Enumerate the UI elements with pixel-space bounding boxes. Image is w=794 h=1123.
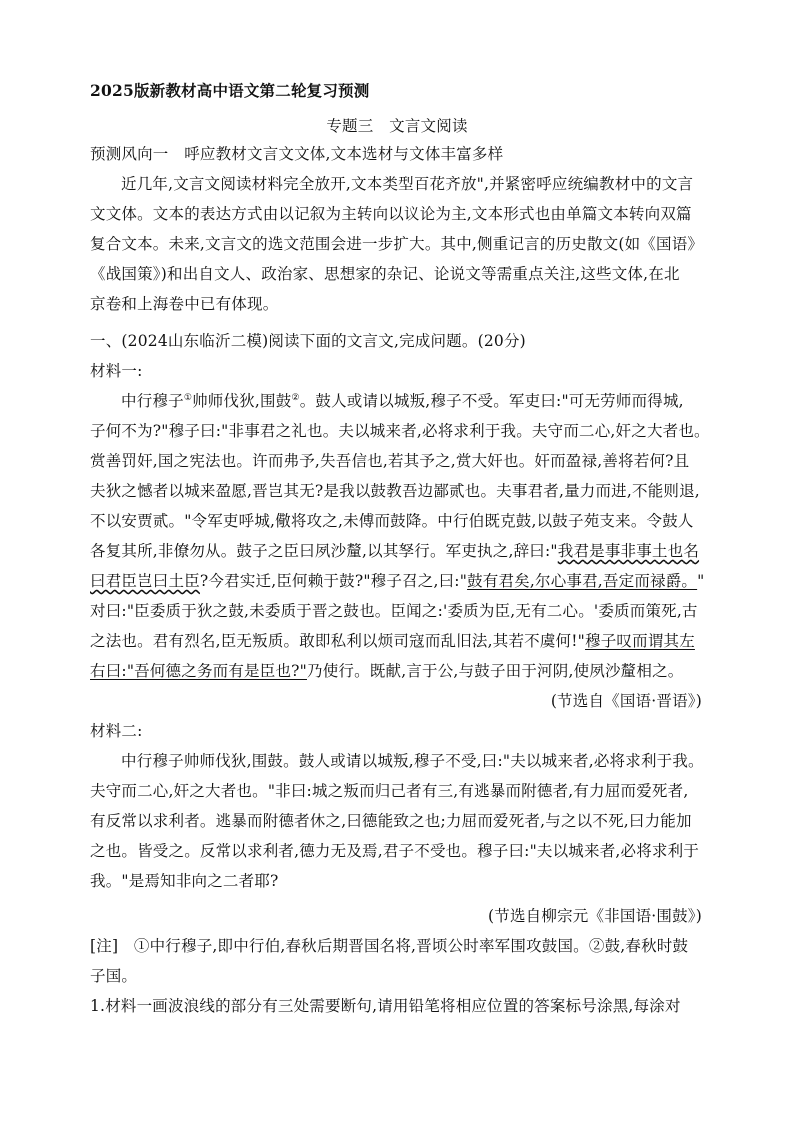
material2-source: (节选自柳宗元《非国语·围鼓》) bbox=[488, 907, 702, 925]
material2-line-3: 有反常以求利者。逃暴而附德者休之,曰德能致之也;力屈而爱死者,与之以不死,曰力能加 bbox=[90, 812, 692, 830]
material1-line-1: 中行穆子①帅师伐狄,围鼓②。鼓人或请以城叛,穆子不受。军吏曰:"可无劳师而得城, bbox=[121, 392, 684, 410]
underlined-text: 右曰:"吾何德之务而有是臣也?" bbox=[90, 662, 307, 680]
wavy-underlined-text: 曰君臣岂曰土臣 bbox=[90, 572, 200, 590]
question-1: 1.材料一画波浪线的部分有三处需要断句,请用铅笔将相应位置的答案标号涂黑,每涂对 bbox=[90, 997, 681, 1015]
series-title: 2025版新教材高中语文第二轮复习预测 bbox=[90, 81, 370, 100]
material1-label: 材料一: bbox=[90, 362, 143, 380]
material1-line-8: 对曰:"臣委质于狄之鼓,未委质于晋之鼓也。臣闻之:'委质为臣,无有二心。'委质而策死,古 bbox=[90, 602, 698, 620]
question-heading: 一、(2024山东临沂二模)阅读下面的文言文,完成问题。(20分) bbox=[90, 332, 526, 350]
material2-line-1: 中行穆子帅师伐狄,围鼓。鼓人或请以城叛,穆子不受,曰:"夫以城来者,必将求利于我。 bbox=[121, 752, 704, 770]
note-mark-1: ① bbox=[183, 392, 193, 403]
material1-line-7: 曰君臣岂曰土臣?今君实迁,臣何赖于鼓?"穆子召之,曰:"鼓有君矣,尔心事君,吾定而禄爵。" bbox=[90, 572, 705, 590]
material2-line-5: 我。"是焉知非向之二者耶? bbox=[90, 872, 279, 890]
topic-title: 专题三 文言文阅读 bbox=[326, 117, 468, 135]
material1-line-4: 夫狄之憾者以城来盈愿,晋岂其无?是我以鼓教吾边鄙贰也。夫事君者,量力而进,不能则退, bbox=[90, 482, 700, 500]
underlined-text: 穆子叹而谓其左 bbox=[585, 632, 695, 650]
intro-line-1: 近几年,文言文阅读材料完全放开,文本类型百花齐放",并紧密呼应统编教材中的文言 bbox=[121, 175, 694, 193]
note-mark-2: ② bbox=[291, 392, 300, 403]
material1-line-3: 赏善罚奸,国之宪法也。许而弗予,失吾信也,若其予之,赏大奸也。奸而盈禄,善将若何?且 bbox=[90, 452, 690, 470]
material1-line-9: 之法也。君有烈名,臣无叛质。敢即私利以烦司寇而乱旧法,其若不虞何!"穆子叹而谓其左 bbox=[90, 632, 695, 650]
intro-line-4: 《战国策》)和出自文人、政治家、思想家的杂记、论说文等需重点关注,这些文体,在北 bbox=[90, 265, 680, 283]
material1-line-10: 右曰:"吾何德之务而有是臣也?"乃使行。既献,言于公,与鼓子田于河阴,使夙沙釐相之。 bbox=[90, 662, 684, 680]
notes-line-1: [注] ①中行穆子,即中行伯,春秋后期晋国名将,晋顷公时率军围攻鼓国。②鼓,春秋时鼓 bbox=[90, 937, 689, 955]
underlined-text: 鼓有君矣,尔心事君,吾定而禄爵。 bbox=[467, 572, 698, 590]
intro-line-3: 复合文本。未来,文言文的选文范围会进一步扩大。其中,侧重记言的历史散文(如《国语》 bbox=[90, 235, 704, 253]
material2-label: 材料二: bbox=[90, 722, 143, 740]
intro-line-2: 文文体。文本的表达方式由以记叙为主转向以议论为主,文本形式也由单篇文本转向双篇 bbox=[90, 205, 692, 223]
intro-line-5: 京卷和上海卷中已有体现。 bbox=[90, 295, 279, 313]
material2-line-2: 夫守而二心,奸之大者也。"非曰:城之叛而归己者有三,有逃暴而附德者,有力屈而爱死者, bbox=[90, 782, 689, 800]
wavy-underlined-text: 我君是事非事土也名 bbox=[557, 542, 700, 560]
material1-line-6: 各复其所,非僚勿从。鼓子之臣曰夙沙釐,以其孥行。军吏执之,辞曰:"我君是事非事土也名 bbox=[90, 542, 700, 560]
direction-title: 预测风向一 呼应教材文言文文体,文本选材与文体丰富多样 bbox=[90, 145, 504, 163]
notes-line-2: 子国。 bbox=[90, 967, 138, 985]
material2-line-4: 之也。皆受之。反常以求利者,德力无及焉,君子不受也。穆子曰:"夫以城来者,必将求利于 bbox=[90, 842, 700, 860]
material1-source: (节选自《国语·晋语》) bbox=[550, 692, 702, 710]
material1-line-2: 子何不为?"穆子曰:"非事君之礼也。夫以城来者,必将求利于我。夫守而二心,奸之大者也。 bbox=[90, 422, 710, 440]
material1-line-5: 不以安贾贰。"令军吏呼城,儆将攻之,未傅而鼓降。中行伯既克鼓,以鼓子苑支来。令鼓人 bbox=[90, 512, 694, 530]
